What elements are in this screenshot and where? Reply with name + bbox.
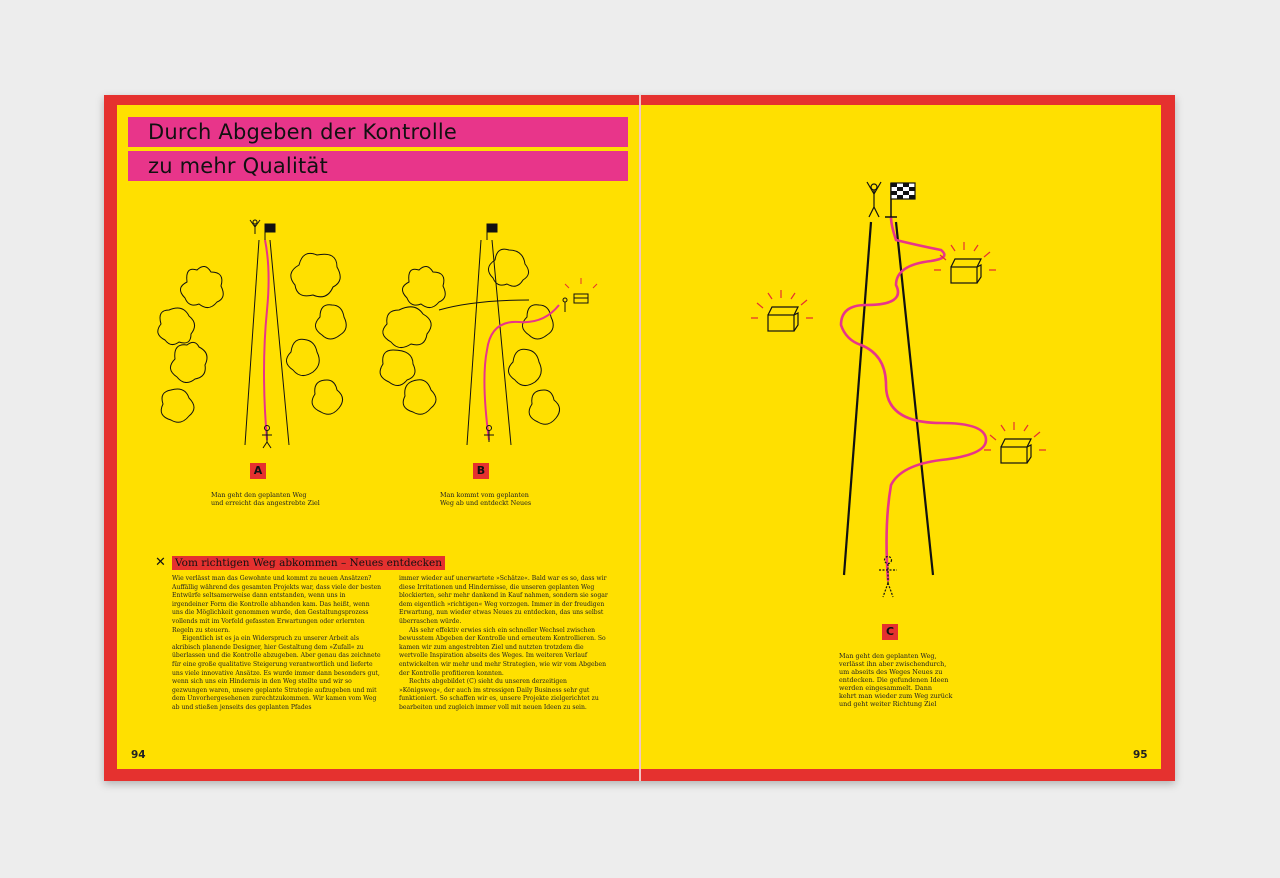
body-paragraph: Rechts abgebildet (C) sieht du unseren derzeitigen »Königsweg«, der auch im stressigen Daily Business sehr gut funktioniert. So schaffen wir es, unsere Projekte zielgerichtet zu bearbeiten und zugleich immer voll mit neuen Ideen zu sein. xyxy=(399,678,599,711)
treasure-chest-icon xyxy=(934,242,996,283)
figure-caption-b xyxy=(440,491,531,507)
treasure-chest-icon xyxy=(751,290,813,331)
figure-caption-c xyxy=(839,652,969,708)
figure-label-c: C xyxy=(882,624,898,640)
section-heading: Vom richtigen Weg abkommen – Neues entdecken xyxy=(172,556,445,570)
right-page xyxy=(641,105,1161,769)
left-page xyxy=(117,105,639,769)
caption-b-line-2: Weg ab und entdeckt Neues xyxy=(440,499,532,507)
body-column-2 xyxy=(399,575,611,713)
body-paragraph: Als sehr effektiv erwies sich ein schneller Wechsel zwischen bewusstem Abgeben der Kontrolle und erneutem Kontrollieren. So kamen wir zum angestrebten Ziel und nutzten trotzdem die wertvolle Inspiration abseits des Weges. Im weiteren Verlauf entwickelten wir mehr und mehr Strategien, wie wir vom Abgeben der Kontrolle profitieren konnten. xyxy=(399,626,607,677)
flag-icon xyxy=(487,224,497,240)
page-number-right: 95 xyxy=(1133,749,1148,761)
caption-c-line: um abseits des Weges Neues zu xyxy=(839,668,943,676)
caption-c-line: entdecken. Die gefundenen Ideen xyxy=(839,676,949,684)
body-paragraph: immer wieder auf unerwartete »Schätze«. Bald war es so, dass wir diese Irritationen und Hindernisse, die unseren geplanten Weg blockierten, sehr mehr dankend in Kauf nahmen, sondern sie sogar dem eigentlich »richtigen« Weg vorzogen. Immer in der freudigen Erwartung, nun wieder etwas Neues zu entdecken, das uns selbst überraschen würde. xyxy=(399,575,608,625)
treasure-chest-icon xyxy=(984,422,1046,463)
treasure-chest-icon xyxy=(565,278,597,303)
body-paragraph: Wie verlässt man das Gewohnte und kommt zu neuen Ansätzen? Auffällig während des gesamten Projekts war, dass viele der besten Entwürfe seltsamerweise dann entstanden, wenn uns in irgendeiner Form die Kontrolle abhanden kam. Das heißt, wenn uns die Möglichkeit genommen wurde, den Gestaltungsprozess vollends mit im Vorfeld gefassten Erwartungen oder erlernten Regeln zu steuern. xyxy=(172,575,382,634)
caption-c-line: kehrt man wieder zum Weg zurück xyxy=(839,692,953,700)
caption-c-line: Man geht den geplanten Weg, xyxy=(839,652,937,660)
caption-a-line-1: Man geht den geplanten Weg xyxy=(211,491,307,499)
illustration-c xyxy=(741,165,1061,605)
flag-icon xyxy=(265,224,275,240)
page-title-line-1: Durch Abgeben der Kontrolle xyxy=(128,117,628,147)
caption-b-line-1: Man kommt vom geplanten xyxy=(440,491,529,499)
caption-c-line: und geht weiter Richtung Ziel xyxy=(839,700,937,708)
illustration-a xyxy=(157,210,367,450)
page-title-line-2: zu mehr Qualität xyxy=(128,151,628,181)
body-column-1 xyxy=(172,575,382,713)
person-icon xyxy=(484,426,494,443)
person-icon xyxy=(250,220,260,234)
body-paragraph: Eigentlich ist es ja ein Widerspruch zu unserer Arbeit als akribisch planende Designer, hier Gestaltung dem »Zufall« zu überlassen und die Kontrolle abzugeben. Aber genau das zeichnete für eine große qualitative Steigerung verantwortlich und lieferte uns viele innovative Ansätze. Es wurde immer dann besonders gut, wenn sich uns ein Hindernis in den Weg stellte und wir so gezwungen waren, unsere geplante Strategie aufzugeben und mit dem Unvorhergesehenen zurechtzukommen. Wir kamen vom Weg ab und stießen jenseits des geplanten Pfades xyxy=(172,635,381,711)
caption-c-line: verlässt ihn aber zwischendurch, xyxy=(839,660,947,668)
figure-label-b: B xyxy=(473,463,489,479)
figure-caption-a xyxy=(211,491,320,507)
figure-label-a: A xyxy=(250,463,266,479)
close-x-icon: ✕ xyxy=(155,555,166,570)
caption-a-line-2: und erreicht das angestrebte Ziel xyxy=(211,499,320,507)
person-icon xyxy=(563,298,567,312)
caption-c-line: werden eingesammelt. Dann xyxy=(839,684,932,692)
book-spread xyxy=(104,95,1175,781)
illustration-b xyxy=(379,210,599,450)
person-icon xyxy=(867,182,881,217)
page-number-left: 94 xyxy=(131,749,146,761)
flag-icon xyxy=(885,183,915,217)
